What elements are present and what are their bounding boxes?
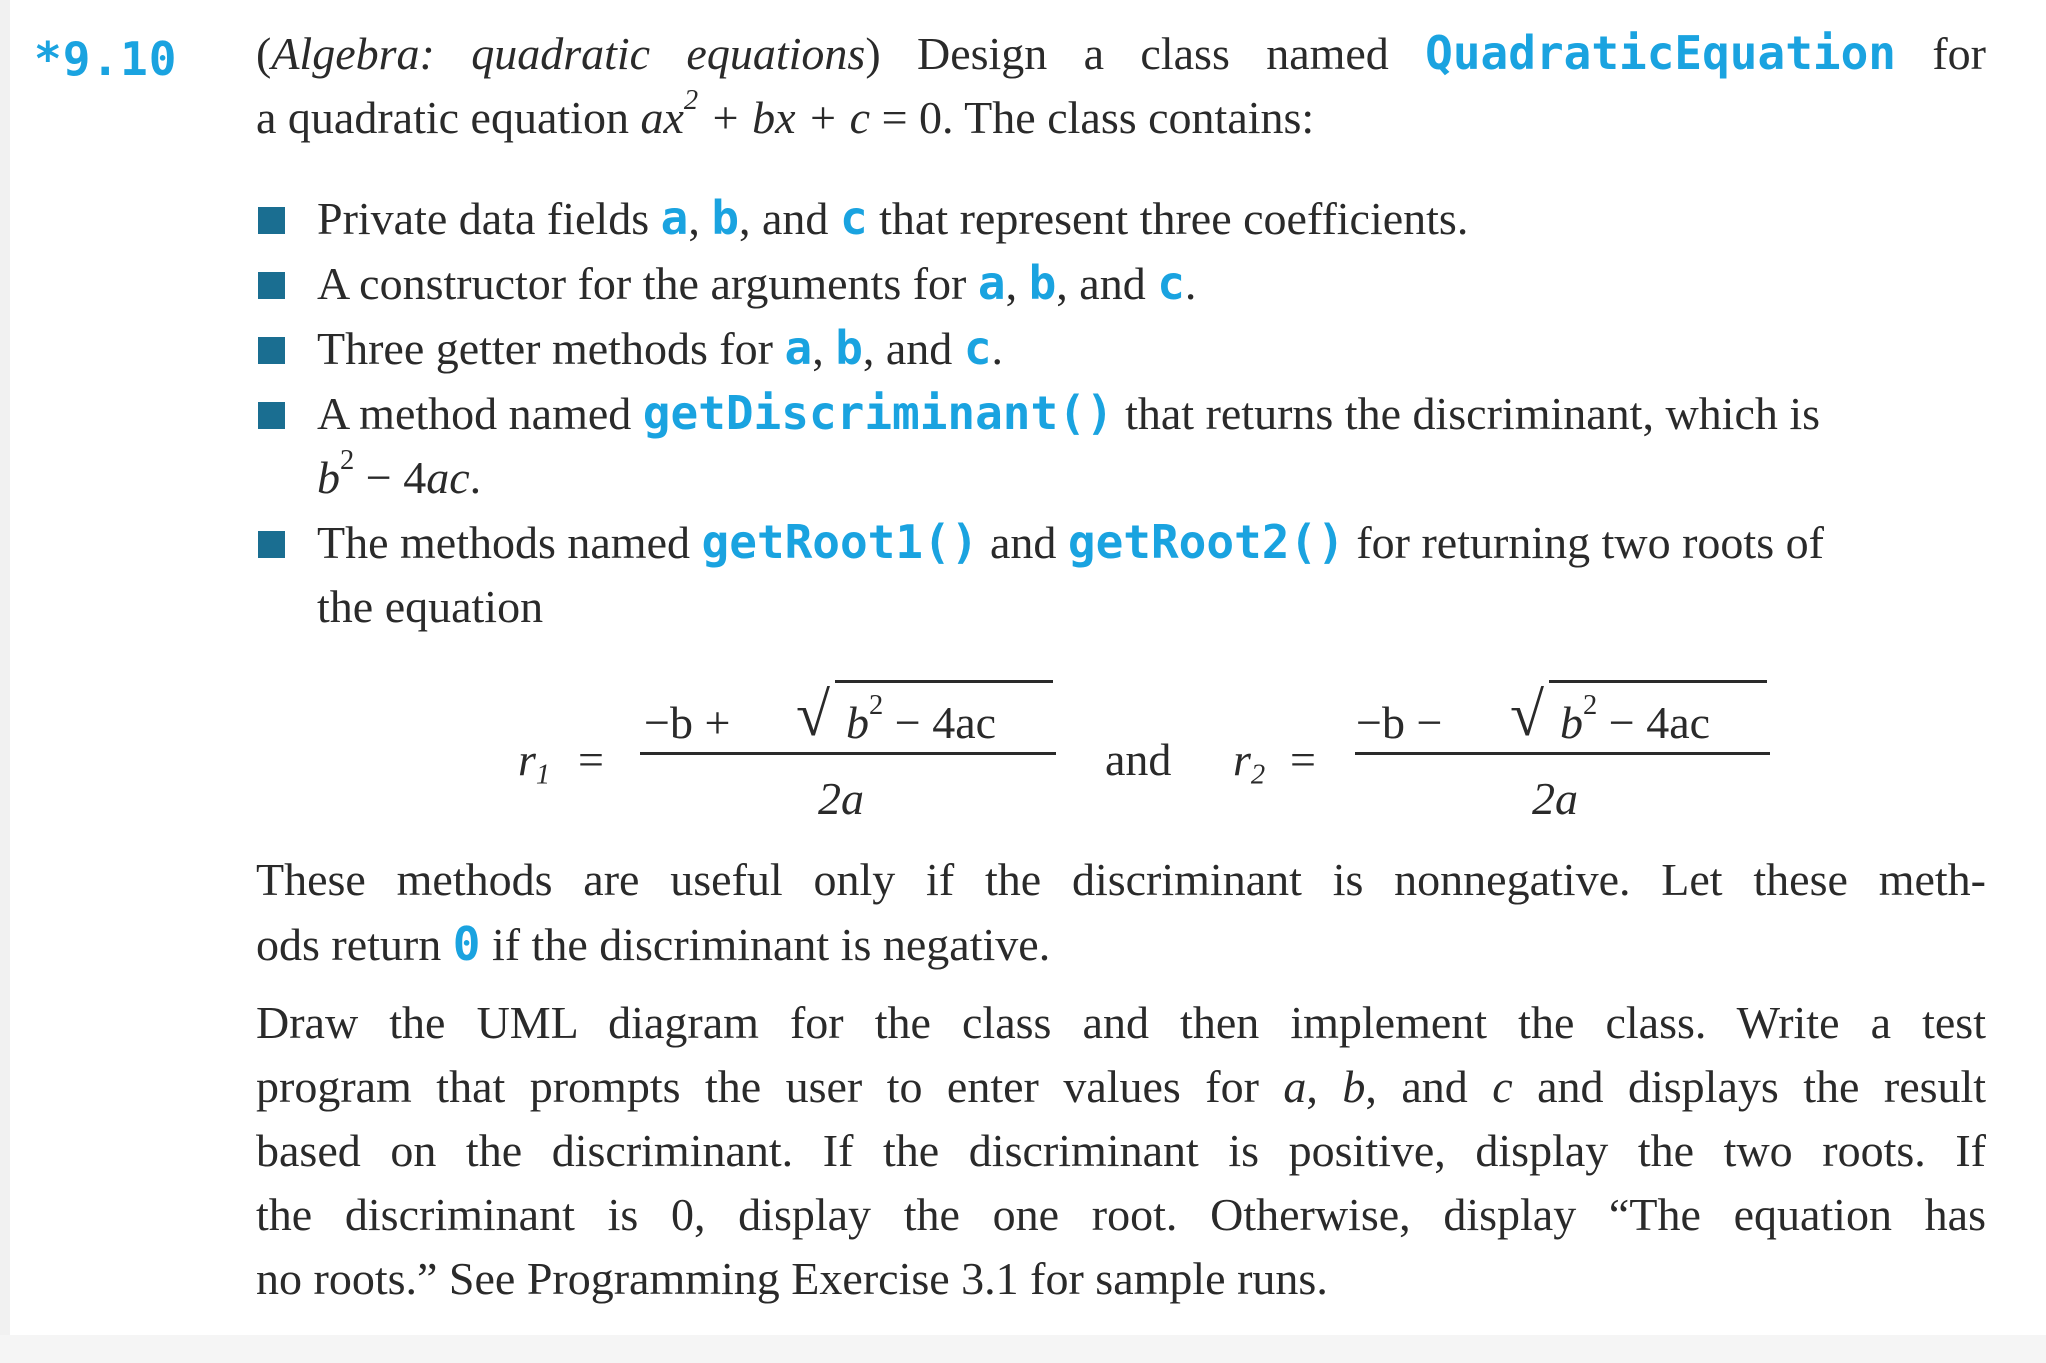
bullet-marker [258,337,285,364]
bullet-4 [317,386,1986,440]
radicand: $b^2 - 4ac$ [1560,689,1711,748]
getter-b: b [835,321,863,375]
field-c: c [839,191,868,245]
para-2-line-3: based on the discriminant. If the discriminant is positive, display the two roots. If [256,1125,1986,1176]
bullet-3-text: Three getter methods for [317,323,773,374]
para-2-line-5: no roots.” See Programming Exercise 3.1 for sample runs. [256,1253,1328,1304]
equals-sign: = [578,734,604,785]
page-left-margin [0,0,10,1335]
bullet-marker [258,272,285,299]
bullet-4-text: A method named [317,388,632,439]
radicand: $b^2 - 4ac$ [846,689,997,748]
para-2-line-2: program that prompts the user to enter values for a, b, and c and displays the result [256,1061,1987,1112]
bullet-4-end: that returns the discriminant, which is [1125,388,1821,439]
formula-r1-label: $r_1$ [518,734,551,791]
sqrt-sign: √ [1510,681,1545,749]
discriminant-expression: $b^2 - 4ac$. [317,444,482,503]
bullet-1: Private data fields a, b, and c that represent three coefficients. [317,191,1469,245]
bullet-1-end: that represent three coefficients. [879,193,1469,244]
bullet-2: A constructor for the arguments for a, b, and c. [317,256,1197,310]
formula-and-word: and [1105,734,1172,785]
formula-r2-label: $r_2$ [1233,734,1266,791]
intro-line-1: (Algebra: quadratic equations) Design a class named QuadraticEquation for [256,26,1986,80]
sqrt-overline [835,680,1053,683]
arg-c: c [1157,256,1185,310]
formula-r2-numerator: −b − [1356,697,1443,748]
and-word: and [885,323,953,374]
arg-a: a [977,256,1006,310]
formula-r2-denominator: 2a [1532,773,1578,824]
field-a: a [660,191,689,245]
and-word: and [1079,258,1146,309]
page-bottom-edge [0,1335,2046,1363]
bullet-3: Three getter methods for a, b, and c. [317,321,1004,375]
para-2-line-4: the discriminant is 0, display the one root. Otherwise, display “The equation has [256,1189,1986,1240]
intro-text: Design a class named [916,28,1389,79]
bullet-5-end: for returning two roots of [1356,517,1824,568]
equation-inline: $ax^2$ + bx + c [640,84,871,143]
para-2-line-1: Draw the UML diagram for the class and then implement the class. Write a test [256,997,1986,1048]
getter-a: a [784,321,813,375]
bullet-marker [258,207,285,234]
fraction-bar [1355,752,1770,755]
para-1-line-1: These methods are useful only if the discriminant is nonnegative. Let these meth- [256,854,1986,905]
bullet-marker [258,531,285,558]
return-zero: 0 [452,917,481,971]
and-word: and [762,193,829,244]
formula-r1-numerator: −b + [644,697,731,748]
class-name: QuadraticEquation [1425,26,1896,80]
bullet-5 [317,515,1986,569]
method-get-root2: getRoot2() [1067,515,1345,569]
arg-b: b [1028,256,1057,310]
para-1-line-2: ods return 0 if the discriminant is negative. [256,917,1051,971]
bullet-1-text: Private data fields [317,193,650,244]
and-word: and [989,517,1057,568]
bullet-5-text: The methods named [317,517,691,568]
intro-line2-text: a quadratic equation [256,92,629,143]
sqrt-overline [1549,680,1767,683]
exercise-number: *9.10 [34,32,178,86]
method-get-root1: getRoot1() [701,515,979,569]
intro-text-end: for [1932,28,1986,79]
sqrt-sign: √ [796,681,831,749]
intro-line-2: a quadratic equation $ax^2$ + bx + c = 0. The class contains: [256,84,1315,143]
bullet-5-line-2: the equation [317,581,544,632]
bullet-marker [258,402,285,429]
field-b: b [711,191,740,245]
exercise-topic: Algebra: quadratic equations [271,28,866,79]
bullet-2-text: A constructor for the arguments for [317,258,967,309]
fraction-bar [640,752,1056,755]
formula-r1-denominator: 2a [818,773,864,824]
method-get-discriminant: getDiscriminant() [642,386,1114,440]
getter-c: c [963,321,992,375]
intro-line2-end: . The class contains: [942,92,1315,143]
equals-sign: = [1290,734,1316,785]
